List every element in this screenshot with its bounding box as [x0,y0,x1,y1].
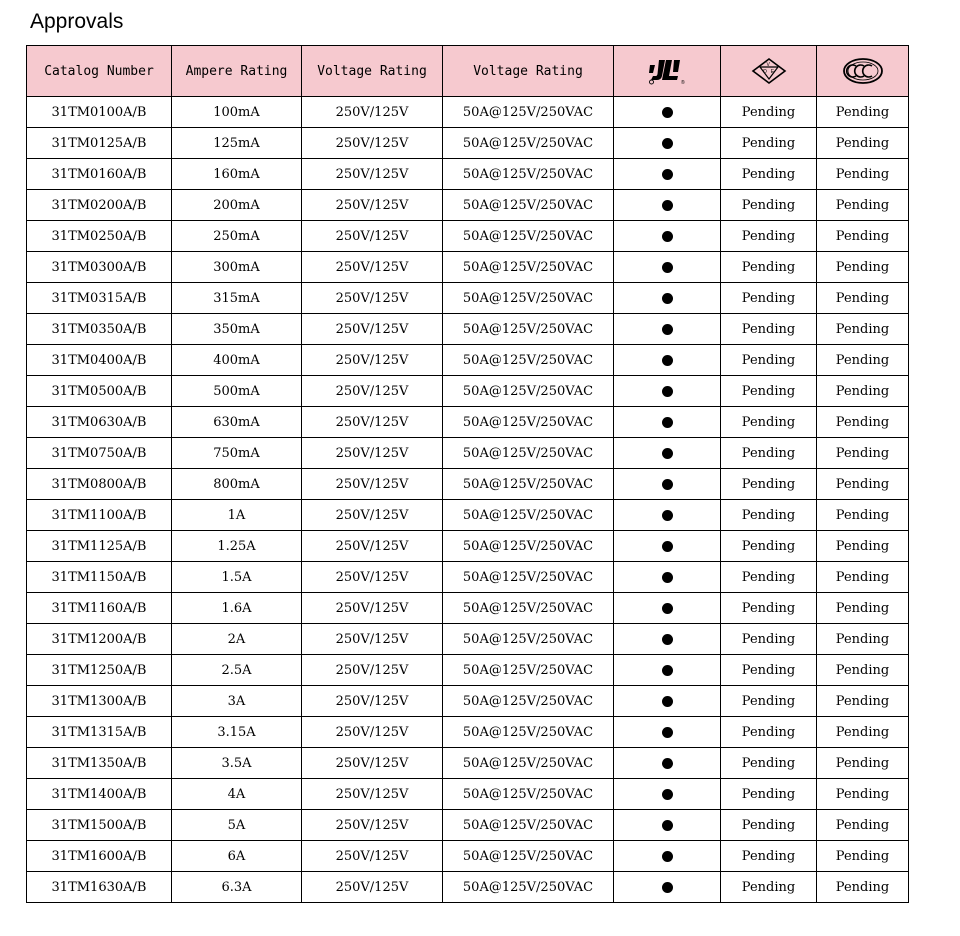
ccc-status-cell: Pending [817,252,909,283]
ccc-status-cell: Pending [817,128,909,159]
ampere-rating-cell: 300mA [172,252,302,283]
approved-dot-icon [662,324,673,335]
catalog-number-cell: 31TM1630A/B [27,872,172,903]
ccc-status-cell: Pending [817,531,909,562]
ccc-status-cell: Pending [817,345,909,376]
ul-approval-cell [614,469,721,500]
catalog-number-cell: 31TM0500A/B [27,376,172,407]
page-title: Approvals [30,10,124,33]
catalog-number-cell: 31TM0800A/B [27,469,172,500]
interrupt-rating-cell: 50A@125V/250VAC [443,841,614,872]
approved-dot-icon [662,882,673,893]
approved-dot-icon [662,820,673,831]
ccc-status-cell: Pending [817,438,909,469]
ul-approval-cell [614,438,721,469]
voltage-rating-cell: 250V/125V [302,345,443,376]
voltage-rating-cell: 250V/125V [302,779,443,810]
table-row [27,438,909,469]
ul-approval-cell [614,748,721,779]
ampere-rating-cell: 160mA [172,159,302,190]
interrupt-rating-cell: 50A@125V/250VAC [443,562,614,593]
ccc-status-cell: Pending [817,872,909,903]
ampere-rating-cell: 200mA [172,190,302,221]
voltage-rating-cell: 250V/125V [302,810,443,841]
voltage-rating-cell: 250V/125V [302,128,443,159]
ccc-status-cell: Pending [817,562,909,593]
col-header-vde [721,46,817,97]
interrupt-rating-cell: 50A@125V/250VAC [443,97,614,128]
ccc-logo-icon [842,57,884,85]
table-row [27,624,909,655]
table-row [27,531,909,562]
approved-dot-icon [662,634,673,645]
ampere-rating-cell: 1.6A [172,593,302,624]
interrupt-rating-cell: 50A@125V/250VAC [443,190,614,221]
vde-status-cell: Pending [721,810,817,841]
approved-dot-icon [662,231,673,242]
ul-listed-logo-icon [647,57,687,85]
catalog-number-cell: 31TM1250A/B [27,655,172,686]
voltage-rating-cell: 250V/125V [302,531,443,562]
ul-approval-cell [614,283,721,314]
voltage-rating-cell: 250V/125V [302,500,443,531]
table-row [27,314,909,345]
ul-approval-cell [614,624,721,655]
ampere-rating-cell: 750mA [172,438,302,469]
table-row [27,407,909,438]
ul-approval-cell [614,841,721,872]
interrupt-rating-cell: 50A@125V/250VAC [443,221,614,252]
vde-status-cell: Pending [721,531,817,562]
vde-status-cell: Pending [721,500,817,531]
vde-status-cell: Pending [721,252,817,283]
ccc-status-cell: Pending [817,686,909,717]
vde-status-cell: Pending [721,97,817,128]
table-row [27,593,909,624]
vde-status-cell: Pending [721,190,817,221]
ampere-rating-cell: 4A [172,779,302,810]
table-row [27,345,909,376]
ccc-status-cell: Pending [817,624,909,655]
ampere-rating-cell: 1A [172,500,302,531]
ul-approval-cell [614,810,721,841]
ccc-status-cell: Pending [817,376,909,407]
interrupt-rating-cell: 50A@125V/250VAC [443,748,614,779]
vde-status-cell: Pending [721,841,817,872]
ul-approval-cell [614,500,721,531]
vde-status-cell: Pending [721,376,817,407]
table-row [27,128,909,159]
table-row [27,686,909,717]
voltage-rating-cell: 250V/125V [302,314,443,345]
vde-status-cell: Pending [721,159,817,190]
ul-approval-cell [614,779,721,810]
approved-dot-icon [662,541,673,552]
col-header-ampere-rating: Ampere Rating [172,46,302,97]
vde-status-cell: Pending [721,717,817,748]
approved-dot-icon [662,417,673,428]
approved-dot-icon [662,603,673,614]
table-row [27,779,909,810]
table-row [27,376,909,407]
vde-status-cell: Pending [721,283,817,314]
ampere-rating-cell: 125mA [172,128,302,159]
table-row [27,159,909,190]
catalog-number-cell: 31TM0400A/B [27,345,172,376]
vde-status-cell: Pending [721,469,817,500]
interrupt-rating-cell: 50A@125V/250VAC [443,779,614,810]
ccc-status-cell: Pending [817,655,909,686]
voltage-rating-cell: 250V/125V [302,407,443,438]
table-row [27,562,909,593]
approved-dot-icon [662,727,673,738]
table-row [27,717,909,748]
approved-dot-icon [662,479,673,490]
interrupt-rating-cell: 50A@125V/250VAC [443,655,614,686]
table-row [27,97,909,128]
ul-approval-cell [614,97,721,128]
ampere-rating-cell: 3.15A [172,717,302,748]
approved-dot-icon [662,696,673,707]
table-body [27,97,909,903]
approved-dot-icon [662,448,673,459]
voltage-rating-cell: 250V/125V [302,748,443,779]
ccc-status-cell: Pending [817,159,909,190]
ul-approval-cell [614,872,721,903]
catalog-number-cell: 31TM1315A/B [27,717,172,748]
table-row [27,748,909,779]
ul-approval-cell [614,562,721,593]
ul-approval-cell [614,717,721,748]
catalog-number-cell: 31TM0750A/B [27,438,172,469]
voltage-rating-cell: 250V/125V [302,190,443,221]
ampere-rating-cell: 350mA [172,314,302,345]
ul-approval-cell [614,376,721,407]
voltage-rating-cell: 250V/125V [302,376,443,407]
ampere-rating-cell: 2A [172,624,302,655]
catalog-number-cell: 31TM1160A/B [27,593,172,624]
vde-status-cell: Pending [721,779,817,810]
interrupt-rating-cell: 50A@125V/250VAC [443,407,614,438]
ampere-rating-cell: 315mA [172,283,302,314]
vde-logo-icon [751,57,787,85]
ampere-rating-cell: 100mA [172,97,302,128]
approved-dot-icon [662,169,673,180]
voltage-rating-cell: 250V/125V [302,97,443,128]
ampere-rating-cell: 5A [172,810,302,841]
interrupt-rating-cell: 50A@125V/250VAC [443,438,614,469]
interrupt-rating-cell: 50A@125V/250VAC [443,469,614,500]
approved-dot-icon [662,758,673,769]
catalog-number-cell: 31TM1600A/B [27,841,172,872]
catalog-number-cell: 31TM0160A/B [27,159,172,190]
catalog-number-cell: 31TM1350A/B [27,748,172,779]
approved-dot-icon [662,386,673,397]
vde-status-cell: Pending [721,345,817,376]
voltage-rating-cell: 250V/125V [302,624,443,655]
catalog-number-cell: 31TM0630A/B [27,407,172,438]
ccc-status-cell: Pending [817,717,909,748]
vde-status-cell: Pending [721,872,817,903]
ampere-rating-cell: 800mA [172,469,302,500]
catalog-number-cell: 31TM1300A/B [27,686,172,717]
interrupt-rating-cell: 50A@125V/250VAC [443,345,614,376]
catalog-number-cell: 31TM0300A/B [27,252,172,283]
catalog-number-cell: 31TM1500A/B [27,810,172,841]
ccc-status-cell: Pending [817,221,909,252]
ampere-rating-cell: 3A [172,686,302,717]
interrupt-rating-cell: 50A@125V/250VAC [443,872,614,903]
interrupt-rating-cell: 50A@125V/250VAC [443,531,614,562]
ampere-rating-cell: 250mA [172,221,302,252]
voltage-rating-cell: 250V/125V [302,562,443,593]
ccc-status-cell: Pending [817,283,909,314]
ampere-rating-cell: 2.5A [172,655,302,686]
svg-text:D: D [762,69,767,75]
ul-approval-cell [614,159,721,190]
ampere-rating-cell: 400mA [172,345,302,376]
vde-status-cell: Pending [721,438,817,469]
interrupt-rating-cell: 50A@125V/250VAC [443,128,614,159]
catalog-number-cell: 31TM0200A/B [27,190,172,221]
ccc-status-cell: Pending [817,314,909,345]
interrupt-rating-cell: 50A@125V/250VAC [443,686,614,717]
ccc-status-cell: Pending [817,779,909,810]
ccc-status-cell: Pending [817,97,909,128]
ul-approval-cell [614,345,721,376]
vde-status-cell: Pending [721,748,817,779]
interrupt-rating-cell: 50A@125V/250VAC [443,159,614,190]
interrupt-rating-cell: 50A@125V/250VAC [443,624,614,655]
svg-text:®: ® [681,80,685,85]
vde-status-cell: Pending [721,128,817,159]
ampere-rating-cell: 500mA [172,376,302,407]
vde-status-cell: Pending [721,593,817,624]
approved-dot-icon [662,262,673,273]
col-header-voltage-rating: Voltage Rating [302,46,443,97]
interrupt-rating-cell: 50A@125V/250VAC [443,376,614,407]
interrupt-rating-cell: 50A@125V/250VAC [443,252,614,283]
table-row [27,469,909,500]
approved-dot-icon [662,851,673,862]
catalog-number-cell: 31TM1125A/B [27,531,172,562]
ul-approval-cell [614,655,721,686]
ccc-status-cell: Pending [817,841,909,872]
approved-dot-icon [662,107,673,118]
ampere-rating-cell: 3.5A [172,748,302,779]
interrupt-rating-cell: 50A@125V/250VAC [443,593,614,624]
ccc-status-cell: Pending [817,748,909,779]
vde-status-cell: Pending [721,686,817,717]
ampere-rating-cell: 630mA [172,407,302,438]
ampere-rating-cell: 1.25A [172,531,302,562]
catalog-number-cell: 31TM0315A/B [27,283,172,314]
table-row [27,500,909,531]
interrupt-rating-cell: 50A@125V/250VAC [443,717,614,748]
catalog-number-cell: 31TM0250A/B [27,221,172,252]
voltage-rating-cell: 250V/125V [302,252,443,283]
table-row [27,872,909,903]
catalog-number-cell: 31TM0350A/B [27,314,172,345]
voltage-rating-cell: 250V/125V [302,469,443,500]
interrupt-rating-cell: 50A@125V/250VAC [443,810,614,841]
col-header-interrupt-rating: Voltage Rating [443,46,614,97]
catalog-number-cell: 31TM0125A/B [27,128,172,159]
catalog-number-cell: 31TM1150A/B [27,562,172,593]
table-row [27,252,909,283]
ul-approval-cell [614,531,721,562]
catalog-number-cell: 31TM1100A/B [27,500,172,531]
svg-text:V: V [766,62,770,68]
voltage-rating-cell: 250V/125V [302,593,443,624]
ul-approval-cell [614,314,721,345]
voltage-rating-cell: 250V/125V [302,283,443,314]
vde-status-cell: Pending [721,655,817,686]
approved-dot-icon [662,138,673,149]
approved-dot-icon [662,355,673,366]
table-row [27,810,909,841]
ul-approval-cell [614,407,721,438]
vde-status-cell: Pending [721,407,817,438]
ccc-status-cell: Pending [817,500,909,531]
ccc-status-cell: Pending [817,469,909,500]
ccc-status-cell: Pending [817,407,909,438]
voltage-rating-cell: 250V/125V [302,159,443,190]
catalog-number-cell: 31TM1200A/B [27,624,172,655]
approvals-table [26,45,909,903]
ul-approval-cell [614,686,721,717]
approved-dot-icon [662,789,673,800]
ampere-rating-cell: 1.5A [172,562,302,593]
catalog-number-cell: 31TM0100A/B [27,97,172,128]
ul-approval-cell [614,128,721,159]
approved-dot-icon [662,665,673,676]
col-header-ccc [817,46,909,97]
ul-approval-cell [614,190,721,221]
header-row [27,46,909,97]
interrupt-rating-cell: 50A@125V/250VAC [443,314,614,345]
ul-approval-cell [614,221,721,252]
table-row [27,221,909,252]
vde-status-cell: Pending [721,562,817,593]
voltage-rating-cell: 250V/125V [302,841,443,872]
table-row [27,283,909,314]
approved-dot-icon [662,200,673,211]
voltage-rating-cell: 250V/125V [302,221,443,252]
ampere-rating-cell: 6A [172,841,302,872]
approved-dot-icon [662,293,673,304]
vde-status-cell: Pending [721,314,817,345]
voltage-rating-cell: 250V/125V [302,717,443,748]
table-row [27,190,909,221]
table-row [27,655,909,686]
voltage-rating-cell: 250V/125V [302,872,443,903]
catalog-number-cell: 31TM1400A/B [27,779,172,810]
voltage-rating-cell: 250V/125V [302,438,443,469]
ampere-rating-cell: 6.3A [172,872,302,903]
approved-dot-icon [662,510,673,521]
approved-dot-icon [662,572,673,583]
ccc-status-cell: Pending [817,810,909,841]
interrupt-rating-cell: 50A@125V/250VAC [443,283,614,314]
col-header-ul [614,46,721,97]
vde-status-cell: Pending [721,221,817,252]
voltage-rating-cell: 250V/125V [302,655,443,686]
interrupt-rating-cell: 50A@125V/250VAC [443,500,614,531]
table-row [27,841,909,872]
ccc-status-cell: Pending [817,190,909,221]
ul-approval-cell [614,593,721,624]
voltage-rating-cell: 250V/125V [302,686,443,717]
ccc-status-cell: Pending [817,593,909,624]
svg-text:E: E [770,69,774,75]
col-header-catalog-number: Catalog Number [27,46,172,97]
vde-status-cell: Pending [721,624,817,655]
ul-approval-cell [614,252,721,283]
